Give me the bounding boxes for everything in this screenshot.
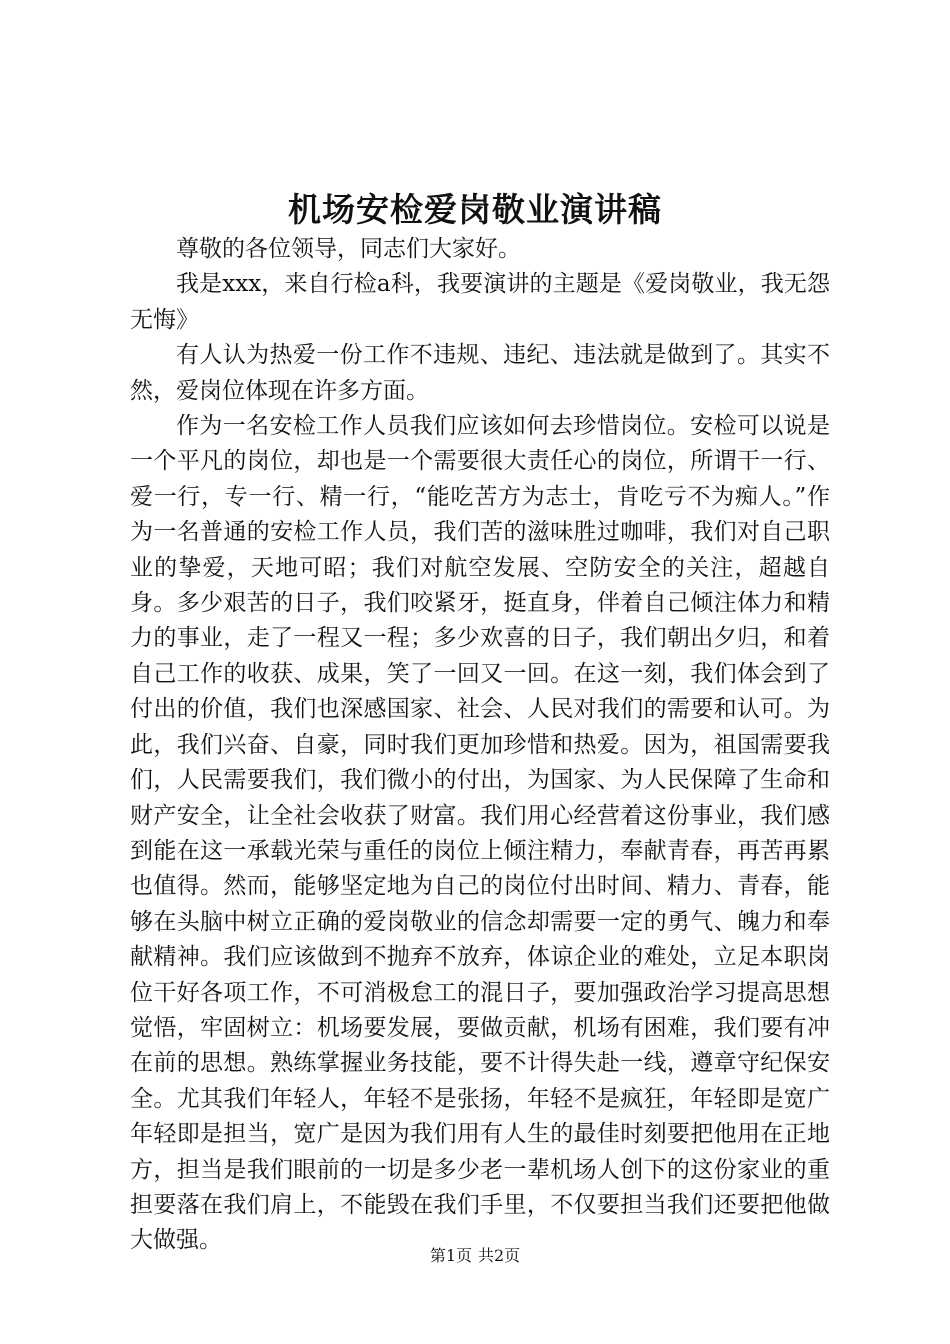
paragraph-main: 作为一名安检工作人员我们应该如何去珍惜岗位。安检可以说是一个平凡的岗位，却也是一个需要很大责任心的岗位，所谓干一行、爱一行，专一行、精一行，“能吃苦方为志士，肯吃亏不为痴人。”作为一名普通的安检工作人员，我们苦的滋味胜过咖啡，我们对自己职业的挚爱，天地可昭；我们对航空发展、空防安全的关注，超越自身。多少艰苦的日子，我们咬紧牙，挺直身，伴着自己倾注体力和精力的事业，走了一程又一程；多少欢喜的日子，我们朝出夕归，和着自己工作的收获、成果，笑了一回又一回。在这一刻，我们体会到了付出的价值，我们也深感国家、社会、人民对我们的需要和认可。为此，我们兴奋、自豪，同时我们更加珍惜和热爱。因为，祖国需要我们，人民需要我们，我们微小的付出，为国家、为人民保障了生命和财产安全，让全社会收获了财富。我们用心经营着这份事业，我们感到能在这一承载光荣与重任的岗位上倾注精力，奉献青春，再苦再累也值得。然而，能够坚定地为自己的岗位付出时间、精力、青春，能够在头脑中树立正确的爱岗敬业的信念却需要一定的勇气、魄力和奉献精神。我们应该做到不抛弃不放弃，体谅企业的难处，立足本职岗位干好各项工作，不可消极怠工的混日子，要加强政治学习提高思想觉悟，牢固树立：机场要发展，要做贡献，机场有困难，我们要有冲在前的思想。熟练掌握业务技能，要不计得失赴一线，遵章守纪保安全。尤其我们年轻人，年轻不是张扬，年轻不是疯狂，年轻即是宽广年轻即是担当，宽广是因为我们用有人生的最佳时刻要把他用在正地方，担当是我们眼前的一切是多少老一辈机场人创下的这份家业的重担要落在我们肩上，不能毁在我们手里，不仅要担当我们还要把他做大做强。 xyxy=(130,413,830,1254)
page-total: 共2页 xyxy=(478,1246,521,1265)
paragraph-introduction: 我是xxx，来自行检a科，我要演讲的主题是《爱岗敬业，我无怨无悔》 xyxy=(130,271,830,333)
page-number: 第1页 xyxy=(429,1246,472,1265)
paragraph-opinion: 有人认为热爱一份工作不违规、违纪、违法就是做到了。其实不然，爱岗位体现在许多方面。 xyxy=(130,342,830,404)
page-footer xyxy=(0,1245,950,1267)
document-body xyxy=(130,232,830,1259)
paragraph-greeting: 尊敬的各位领导，同志们大家好。 xyxy=(176,236,521,262)
document-title: 机场安检爱岗敬业演讲稿 xyxy=(288,190,662,229)
